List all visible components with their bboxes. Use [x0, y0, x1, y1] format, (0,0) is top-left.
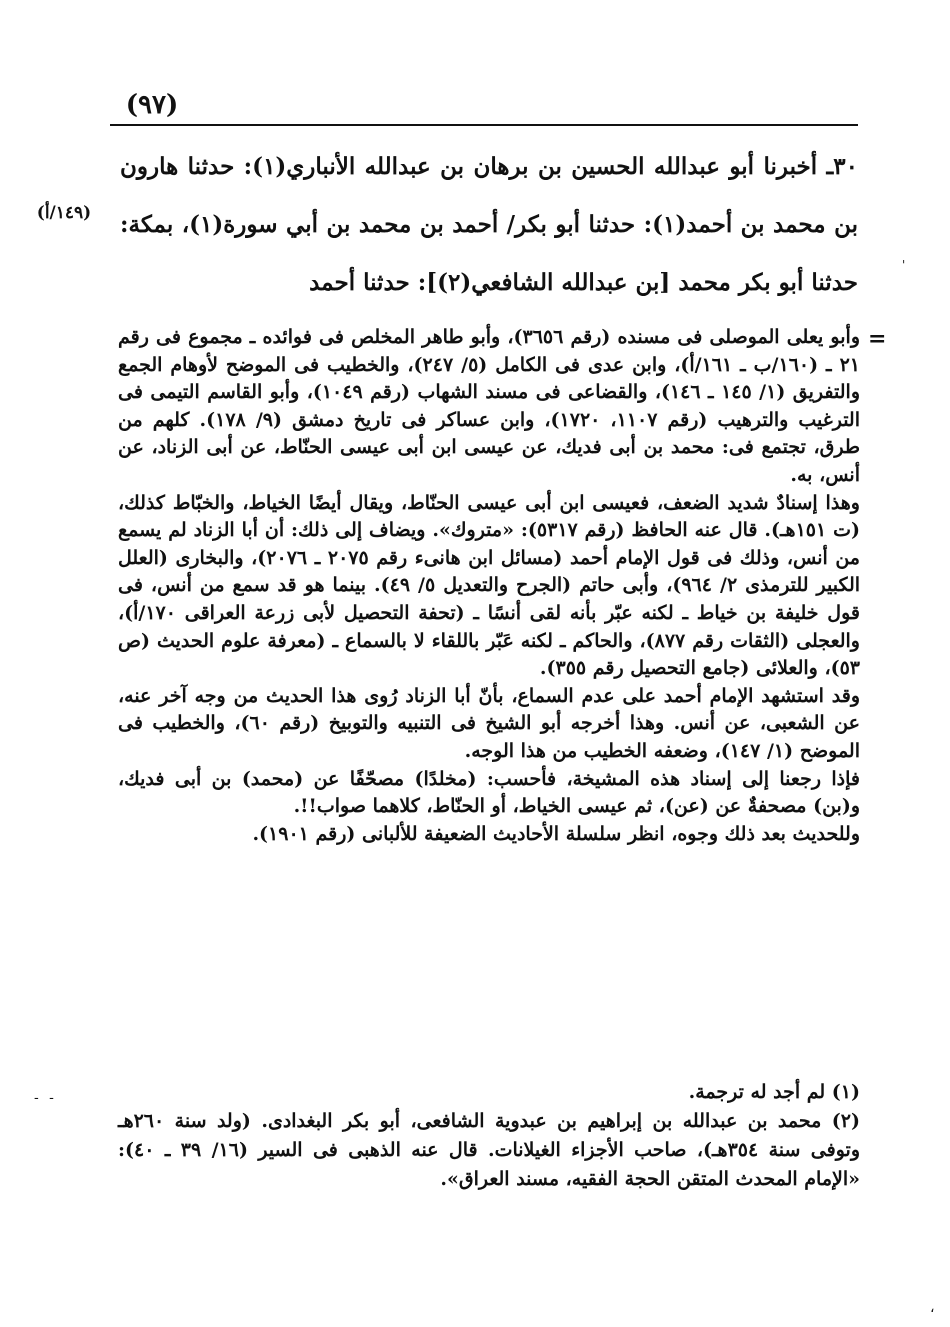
note-paragraph: وهذا إسنادٌ شديد الضعف، فعيسى ابن أبى عيسى الحنّاط، ويقال أيضًا الخياط، والخبّاط كذلك، (ت ١٥١هـ). قال عنه الحافظ (رقم ٥٣١٧): «متروك». ويضاف إلى ذلك: أن أبا الزناد لم يسمع من أنس، وذلك فى قول الإمام أحمد (مسائل ابن هانىء رقم ٢٠٧٥ ـ ٢٠٧٦)، والبخارى (العلل الكبير للترمذى ٢/ ٩٦٤)، وأبى حاتم (الجرح والتعديل ٥/ ٤٩). بينما هو قد سمع من أنس، فى قول خليفة بن خياط ـ لكنه عبّر بأنه لقى أنسًا ـ (تحفة التحصيل لأبى زرعة العراقى ١٧٠/أ)، والعجلى (الثقات رقم ٨٧٧)، والحاكم ـ لكنه عَبّر باللقاء لا بالسماع ـ (معرفة علوم الحديث (ص ٥٣)، والعلائى (جامع التحصيل رقم ٣٥٥).	[118, 491, 861, 680]
main-paragraph: ٣٠ـ أخبرنا أبو عبدالله الحسين بن برهان بن عبدالله الأنباري(١): حدثنا هارون بن محمد بن أحمد(١): حدثنا أبو بكر/ أحمد بن محمد بن أبي سورة(١)، بمكة: حدثنا أبو بكر محمد [بن عبدالله الشافعي(٢)]: حدثنا أحمد	[120, 153, 858, 296]
note-paragraph: فإذا رجعنا إلى إسناد هذه المشيخة، فأحسب: (مخلدًا) مصحّفًا عن (محمد) بن أبى فديك، و(بن) مصحفةٌ عن (عن)، ثم عيسى الخياط، أو الحنّاط، كلاهما صواب!!.	[118, 767, 860, 818]
footnote-2: (٢) محمد بن عبدالله بن إبراهيم بن عبدوية الشافعى، أبو بكر البغدادى. (ولد سنة ٢٦٠هـ وتوفى سنة ٣٥٤هـ)، صاحب الأجزاء الغيلانات. قال عنه الذهبى فى السير (١٦/ ٣٩ ـ ٤٠): «الإمام المحدث المتقن الحجة الفقيه، مسند العراق».	[118, 1110, 861, 1190]
page-corner-mark: ،	[930, 1300, 935, 1316]
note-paragraph: وقد استشهد الإمام أحمد على عدم السماع، بأنّ أبا الزناد رُوى هذا الحديث من وجه آخر عنه، عن الشعبى، عن أنس. وهذا أخرجه أبو الشيخ فى التنبيه والتوبيخ (رقم ٦٠)، والخطيب فى الموضح (١/ ١٤٧)، وضعفه الخطيب من هذا الوجه.	[118, 684, 860, 762]
folio-tick-mark: '	[902, 258, 906, 272]
continuation-mark: =	[868, 326, 887, 352]
main-text	[120, 138, 858, 312]
footnote-1: (١) لم أجد له ترجمة.	[688, 1081, 860, 1103]
header-rule	[110, 124, 858, 126]
margin-folio-note: (١٤٩/أ)	[36, 203, 92, 223]
continued-notes	[118, 324, 860, 848]
note-paragraph: وأبو يعلى الموصلى فى مسنده (رقم ٣٦٥٦)، وأبو طاهر المخلص فى فوائده ـ مجموع فى رقم ٢١ ـ (١٦٠/ب ـ ١٦١/أ)، وابن عدى فى الكامل (٥/ ٢٤٧)، والخطيب فى الموضح لأوهام الجمع والتفريق (١/ ١٤٥ ـ ١٤٦)، والقضاعى فى مسند الشهاب (رقم ١٠٤٩)، وأبو القاسم التيمى فى الترغيب والترهيب (رقم ١١٠٧، ١٧٢٠)، وابن عساكر فى تاريخ دمشق (٩/ ١٧٨). كلهم من طرق، تجتمع فى: محمد بن أبى فديك، عن عيسى ابن أبى عيسى الحنّاط، عن أبى الزناد، عن أنس، به.	[118, 326, 861, 486]
footnotes	[118, 1078, 860, 1194]
page-number: (٩٧)	[125, 90, 179, 120]
note-paragraph: وللحديث بعد ذلك وجوه، انظر سلسلة الأحاديث الضعيفة للألبانى (رقم ١٩٠١).	[252, 822, 860, 845]
footnote-separator: - -	[34, 1090, 57, 1106]
